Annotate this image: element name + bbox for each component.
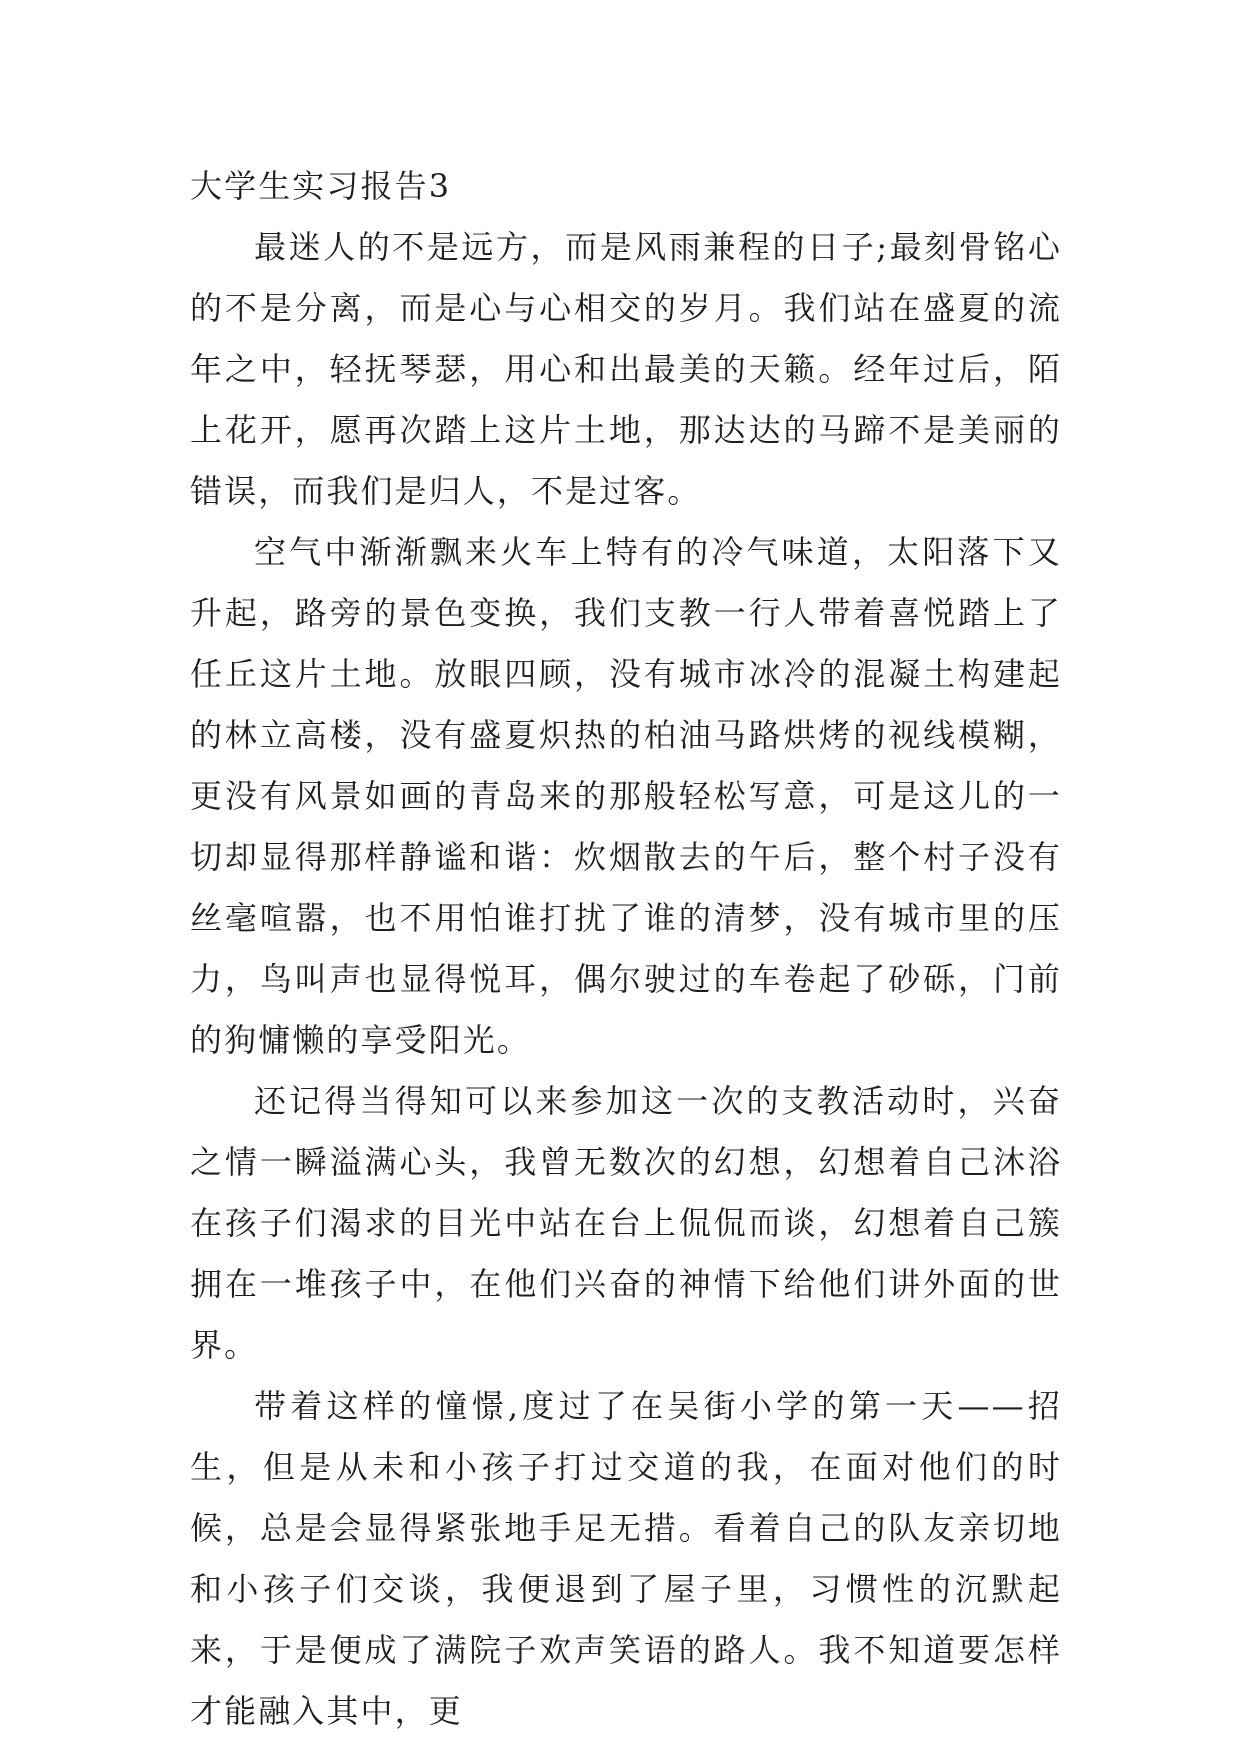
paragraph-4: 带着这样的憧憬,度过了在吴街小学的第一天——招生，但是从未和小孩子打过交道的我，在面对他们的时候，总是会显得紧张地手足无措。看着自己的队友亲切地和小孩子们交谈，我便退到了屋子里，习惯性的沉默起来，于是便成了满院子欢声笑语的路人。我不知道要怎样才能融入其中，更 bbox=[190, 1387, 1062, 1730]
document-body bbox=[190, 156, 1062, 1742]
paragraph-1: 最迷人的不是远方，而是风雨兼程的日子;最刻骨铭心的不是分离，而是心与心相交的岁月。我们站在盛夏的流年之中，轻抚琴瑟，用心和出最美的天籁。经年过后，陌上花开，愿再次踏上这片土地，那达达的马蹄不是美丽的错误，而我们是归人，不是过客。 bbox=[190, 228, 1062, 510]
paragraph-3: 还记得当得知可以来参加这一次的支教活动时，兴奋之情一瞬溢满心头，我曾无数次的幻想，幻想着自己沐浴在孩子们渴求的目光中站在台上侃侃而谈，幻想着自己簇拥在一堆孩子中，在他们兴奋的神情下给他们讲外面的世界。 bbox=[190, 1082, 1062, 1364]
paragraph-2: 空气中渐渐飘来火车上特有的冷气味道，太阳落下又升起，路旁的景色变换，我们支教一行人带着喜悦踏上了任丘这片土地。放眼四顾，没有城市冰冷的混凝土构建起的林立高楼，没有盛夏炽热的柏油马路烘烤的视线模糊，更没有风景如画的青岛来的那般轻松写意，可是这儿的一切却显得那样静谧和谐：炊烟散去的午后，整个村子没有丝毫喧嚣，也不用怕谁打扰了谁的清梦，没有城市里的压力，鸟叫声也显得悦耳，偶尔驶过的车卷起了砂砾，门前的狗慵懒的享受阳光。 bbox=[190, 533, 1062, 1059]
document-title: 大学生实习报告3 bbox=[190, 167, 452, 205]
